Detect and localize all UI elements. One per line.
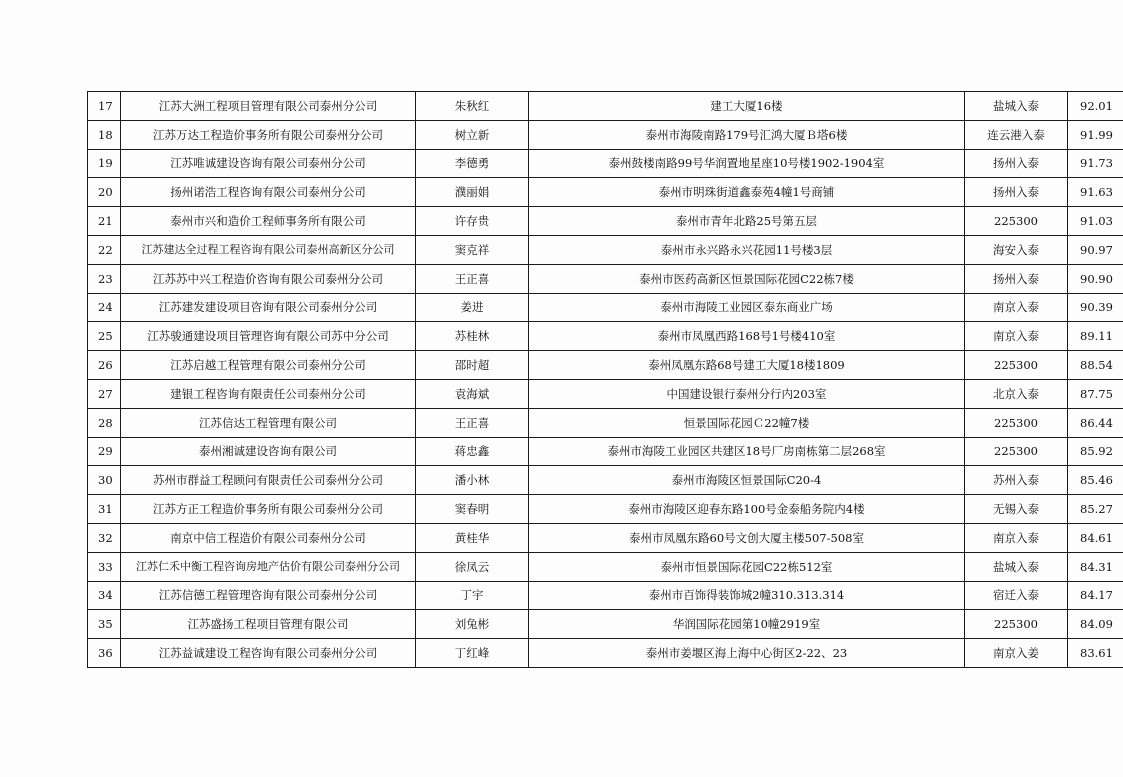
table-row [88,552,1123,581]
contact-person-cell: 蒋忠鑫 [416,437,529,466]
row-index-cell: 20 [88,178,121,207]
address-cell: 华润国际花园第10幢2919室 [529,610,965,639]
company-name-cell: 建银工程咨询有限责任公司泰州分公司 [121,379,416,408]
contact-person-cell: 窦春明 [416,495,529,524]
region-cell: 扬州入泰 [965,149,1068,178]
address-cell: 泰州市凤凰东路60号文创大厦主楼507-508室 [529,523,965,552]
address-cell: 泰州市海陵工业园区共建区18号厂房南栋第二层268室 [529,437,965,466]
score-cell: 91.73 [1068,149,1123,178]
contact-person-cell: 袁海斌 [416,379,529,408]
address-cell: 泰州市百饰得装饰城2幢310.313.314 [529,581,965,610]
row-index-cell: 36 [88,639,121,668]
region-cell: 北京入泰 [965,379,1068,408]
company-name-cell: 江苏启越工程管理有限公司泰州分公司 [121,351,416,380]
company-name-cell: 江苏唯诚建设咨询有限公司泰州分公司 [121,149,416,178]
region-cell: 扬州入泰 [965,178,1068,207]
company-name-cell: 江苏信达工程管理有限公司 [121,408,416,437]
company-name-cell: 江苏信德工程管理咨询有限公司泰州分公司 [121,581,416,610]
table-row [88,581,1123,610]
contact-person-cell: 丁红峰 [416,639,529,668]
table-row [88,120,1123,149]
region-cell: 苏州入泰 [965,466,1068,495]
row-index-cell: 29 [88,437,121,466]
address-cell: 泰州市海陵区恒景国际C20-4 [529,466,965,495]
score-cell: 90.39 [1068,293,1123,322]
row-index-cell: 21 [88,207,121,236]
contact-person-cell: 苏桂林 [416,322,529,351]
table-row [88,264,1123,293]
region-cell: 连云港入泰 [965,120,1068,149]
contact-person-cell: 许存贵 [416,207,529,236]
contact-person-cell: 黄桂华 [416,523,529,552]
table-row [88,149,1123,178]
company-name-cell: 江苏益诚建设工程咨询有限公司泰州分公司 [121,639,416,668]
region-cell: 225300 [965,437,1068,466]
contact-person-cell: 李德勇 [416,149,529,178]
address-cell: 恒景国际花园Ｃ22幢7楼 [529,408,965,437]
region-cell: 南京入姜 [965,639,1068,668]
company-name-cell: 南京中信工程造价有限公司泰州分公司 [121,523,416,552]
company-name-cell: 江苏建达全过程工程咨询有限公司泰州高新区分公司 [121,235,416,264]
table-row [88,178,1123,207]
score-cell: 84.17 [1068,581,1123,610]
contact-person-cell: 王正喜 [416,264,529,293]
roster-table-body [88,92,1123,668]
row-index-cell: 25 [88,322,121,351]
region-cell: 无锡入泰 [965,495,1068,524]
table-row [88,322,1123,351]
row-index-cell: 30 [88,466,121,495]
row-index-cell: 27 [88,379,121,408]
row-index-cell: 18 [88,120,121,149]
company-name-cell: 江苏大洲工程项目管理有限公司泰州分公司 [121,92,416,121]
score-cell: 92.01 [1068,92,1123,121]
row-index-cell: 23 [88,264,121,293]
region-cell: 225300 [965,207,1068,236]
region-cell: 扬州入泰 [965,264,1068,293]
row-index-cell: 22 [88,235,121,264]
score-cell: 90.97 [1068,235,1123,264]
score-cell: 84.31 [1068,552,1123,581]
table-row [88,235,1123,264]
row-index-cell: 26 [88,351,121,380]
contact-person-cell: 邵时超 [416,351,529,380]
contact-person-cell: 姜进 [416,293,529,322]
table-row [88,351,1123,380]
region-cell: 南京入泰 [965,293,1068,322]
row-index-cell: 17 [88,92,121,121]
company-roster-table [87,91,1123,668]
table-row [88,293,1123,322]
address-cell: 泰州市海陵南路179号汇鸿大厦Ｂ塔6楼 [529,120,965,149]
region-cell: 盐城入泰 [965,92,1068,121]
company-name-cell: 江苏骏通建设项目管理咨询有限公司苏中分公司 [121,322,416,351]
company-name-cell: 泰州湘诚建设咨询有限公司 [121,437,416,466]
score-cell: 89.11 [1068,322,1123,351]
contact-person-cell: 徐凤云 [416,552,529,581]
row-index-cell: 28 [88,408,121,437]
contact-person-cell: 朱秋红 [416,92,529,121]
region-cell: 225300 [965,351,1068,380]
score-cell: 90.90 [1068,264,1123,293]
contact-person-cell: 刘兔彬 [416,610,529,639]
region-cell: 225300 [965,408,1068,437]
contact-person-cell: 树立新 [416,120,529,149]
score-cell: 85.46 [1068,466,1123,495]
score-cell: 87.75 [1068,379,1123,408]
score-cell: 83.61 [1068,639,1123,668]
row-index-cell: 32 [88,523,121,552]
region-cell: 宿迁入泰 [965,581,1068,610]
score-cell: 88.54 [1068,351,1123,380]
table-row [88,495,1123,524]
address-cell: 建工大厦16楼 [529,92,965,121]
row-index-cell: 31 [88,495,121,524]
company-name-cell: 苏州市群益工程顾问有限责任公司泰州分公司 [121,466,416,495]
region-cell: 海安入泰 [965,235,1068,264]
company-name-cell: 江苏仁禾中衡工程咨询房地产估价有限公司泰州分公司 [121,552,416,581]
table-row [88,408,1123,437]
region-cell: 南京入泰 [965,322,1068,351]
row-index-cell: 19 [88,149,121,178]
score-cell: 91.99 [1068,120,1123,149]
address-cell: 泰州市永兴路永兴花园11号楼3层 [529,235,965,264]
table-row [88,207,1123,236]
address-cell: 泰州市医药高新区恒景国际花园C22栋7楼 [529,264,965,293]
address-cell: 泰州市青年北路25号第五层 [529,207,965,236]
region-cell: 南京入泰 [965,523,1068,552]
address-cell: 泰州市恒景国际花园C22栋512室 [529,552,965,581]
contact-person-cell: 窦克祥 [416,235,529,264]
score-cell: 86.44 [1068,408,1123,437]
company-name-cell: 泰州市兴和造价工程师事务所有限公司 [121,207,416,236]
row-index-cell: 35 [88,610,121,639]
address-cell: 泰州鼓楼南路99号华润置地星座10号楼1902-1904室 [529,149,965,178]
row-index-cell: 34 [88,581,121,610]
table-row [88,523,1123,552]
address-cell: 泰州市姜堰区海上海中心街区2-22、23 [529,639,965,668]
address-cell: 泰州凤凰东路68号建工大厦18楼1809 [529,351,965,380]
contact-person-cell: 濮丽娟 [416,178,529,207]
address-cell: 泰州市海陵区迎春东路100号金泰船务院内4楼 [529,495,965,524]
address-cell: 泰州市凤凰西路168号1号楼410室 [529,322,965,351]
company-name-cell: 江苏盛扬工程项目管理有限公司 [121,610,416,639]
row-index-cell: 33 [88,552,121,581]
address-cell: 中国建设银行泰州分行内203室 [529,379,965,408]
company-name-cell: 江苏建发建设项目咨询有限公司泰州分公司 [121,293,416,322]
table-row [88,379,1123,408]
contact-person-cell: 丁宇 [416,581,529,610]
company-name-cell: 扬州诺浩工程咨询有限公司泰州分公司 [121,178,416,207]
table-row [88,610,1123,639]
score-cell: 85.27 [1068,495,1123,524]
address-cell: 泰州市明珠街道鑫泰苑4幢1号商铺 [529,178,965,207]
region-cell: 盐城入泰 [965,552,1068,581]
score-cell: 85.92 [1068,437,1123,466]
region-cell: 225300 [965,610,1068,639]
company-name-cell: 江苏苏中兴工程造价咨询有限公司泰州分公司 [121,264,416,293]
table-row [88,437,1123,466]
table-row [88,466,1123,495]
score-cell: 91.03 [1068,207,1123,236]
address-cell: 泰州市海陵工业园区泰东商业广场 [529,293,965,322]
table-row [88,92,1123,121]
company-name-cell: 江苏万达工程造价事务所有限公司泰州分公司 [121,120,416,149]
company-name-cell: 江苏方正工程造价事务所有限公司泰州分公司 [121,495,416,524]
table-row [88,639,1123,668]
score-cell: 84.61 [1068,523,1123,552]
score-cell: 84.09 [1068,610,1123,639]
score-cell: 91.63 [1068,178,1123,207]
contact-person-cell: 潘小林 [416,466,529,495]
contact-person-cell: 王正喜 [416,408,529,437]
row-index-cell: 24 [88,293,121,322]
